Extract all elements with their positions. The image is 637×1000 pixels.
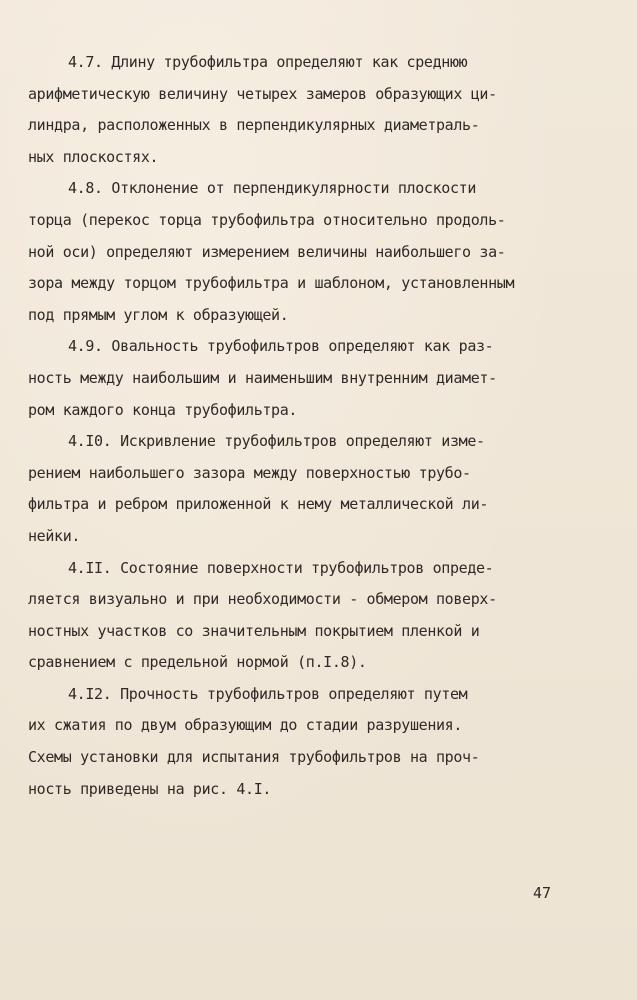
text-line: их сжатия по двум образующим до стадии разрушения. [28,716,463,735]
text-line: 4.I2. Прочность трубофильтров определяют путем [68,684,468,703]
text-line: под прямым углом к образующей. [28,305,289,324]
text-line: ностных участков со значительным покрытием пленкой и [28,621,480,640]
text-line: 4.7. Длину трубофильтра определяют как среднюю [68,53,468,71]
text-line: сравнением с предельной нормой (п.I.8). [28,653,367,672]
text-line: 4.I0. Искривление трубофильтров определяют изме- [68,432,485,451]
paragraph-4-10 [28,426,588,552]
text-line: торца (перекос торца трубофильтра относительно продоль- [28,210,506,229]
text-line: 4.8. Отклонение от перпендикулярности плоскости [68,179,476,198]
text-line: 4.9. Овальность трубофильтров определяют как раз- [68,337,494,356]
text-line: рением наибольшего зазора между поверхностью трубо- [28,463,471,482]
body-text [28,47,588,805]
page-number: 47 [533,884,552,902]
text-line: арифметическую величину четырех замеров образующих ци- [28,84,497,103]
text-line: ность приведены на рис. 4.I. [28,779,272,798]
text-line: ность между наибольшим и наименьшим внутренним диамет- [28,368,497,387]
paragraph-4-12 [28,679,588,805]
text-line: 4.II. Состояние поверхности трубофильтров опреде- [68,558,494,577]
paragraph-4-11 [28,553,588,679]
text-line: линдра, расположенных в перпендикулярных диаметраль- [28,116,480,135]
text-line: ляется визуально и при необходимости - обмером поверх- [28,590,497,609]
paragraph-4-8 [28,173,588,331]
text-line: зора между торцом трубофильтра и шаблоном, установленным [28,274,515,293]
text-line: ной оси) определяют измерением величины наибольшего за- [28,242,506,261]
text-line: ром каждого конца трубофильтра. [28,400,298,419]
text-line: нейки. [28,526,81,545]
text-line: фильтра и ребром приложенной к нему металлической ли- [28,495,489,514]
text-line: Схемы установки для испытания трубофильтров на проч- [28,748,480,767]
text-line: ных плоскостях. [28,147,159,166]
paragraph-4-9 [28,331,588,426]
paragraph-4-7 [28,47,588,173]
